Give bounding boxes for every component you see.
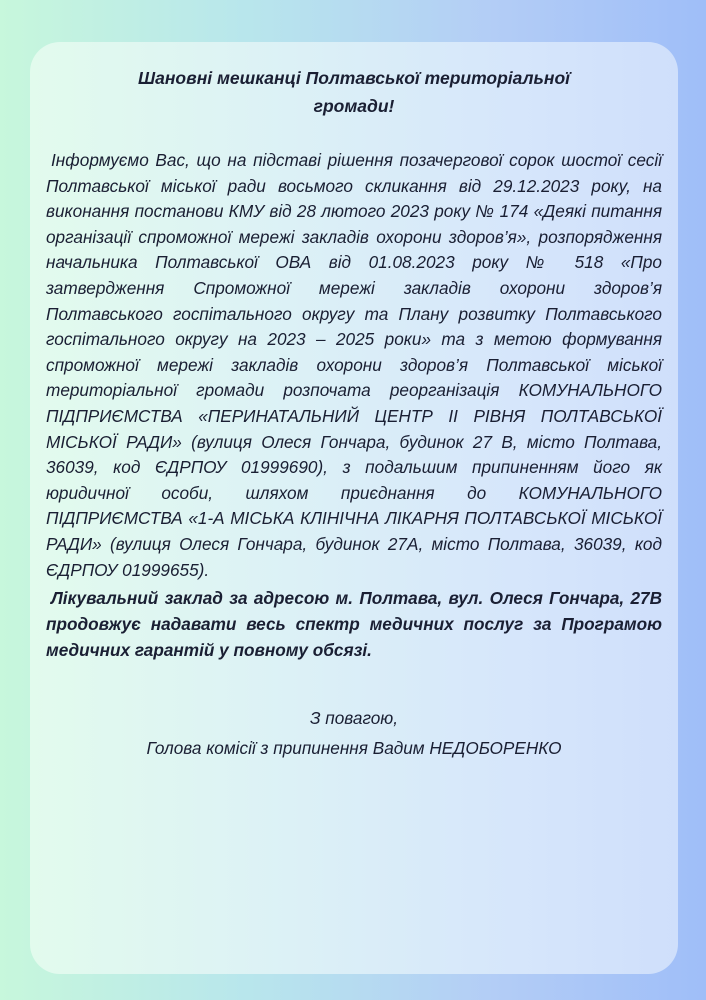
signature-name: Голова комісії з припинення Вадим НЕДОБОРЕНКО [146,738,562,759]
signature-block [46,703,662,763]
service-paragraph: Лікувальний заклад за адресою м. Полтава, вул. Олеся Гончара, 27В продовжує надавати весь спектр медичних послуг за Програмою медичних гарантій у повному обсязі. [46,588,662,661]
notice-card [30,42,678,974]
title-line-1: Шановні мешканці Полтавської територіальної [138,68,570,88]
signature-greeting: З повагою, [309,708,399,729]
main-paragraph: Інформуємо Вас, що на підставі рішення позачергової сорок шостої сесії Полтавської міської ради восьмого скликання від 29.12.2023 року, на виконання постанови КМУ від 28 лютого 2023 року № 174 «Деякі питання організації спроможної мережі закладів охорони здоров’я», розпорядження начальника Полтавської ОВА від 01.08.2023 року № 518 «Про затвердження Спроможної мережі закладів охорони здоров’я Полтавського госпітального округу та Плану розвитку Полтавського госпітального округу на 2023 – 2025 роки» та з метою формування спроможної мережі закладів охорони здоров’я Полтавської міської територіальної громади розпочата реорганізація КОМУНАЛЬНОГО ПІДПРИЄМСТВА «ПЕРИНАТАЛЬНИЙ ЦЕНТР ІІ РІВНЯ ПОЛТАВСЬКОЇ МІСЬКОЇ РАДИ» (вулиця Олеся Гончара, будинок 27 В, місто Полтава, 36039, код ЄДРПОУ 01999690), з подальшим припиненням його як юридичної особи, шляхом приєднання до КОМУНАЛЬНОГО ПІДПРИЄМСТВА «1-А МІСЬКА КЛІНІЧНА ЛІКАРНЯ ПОЛТАВСЬКОЇ МІСЬКОЇ РАДИ» (вулиця Олеся Гончара, будинок 27А, місто Полтава, 36039, код ЄДРПОУ 01999655). [46,150,662,580]
title-line-2: громади! [313,96,395,116]
notice-title [46,64,662,120]
